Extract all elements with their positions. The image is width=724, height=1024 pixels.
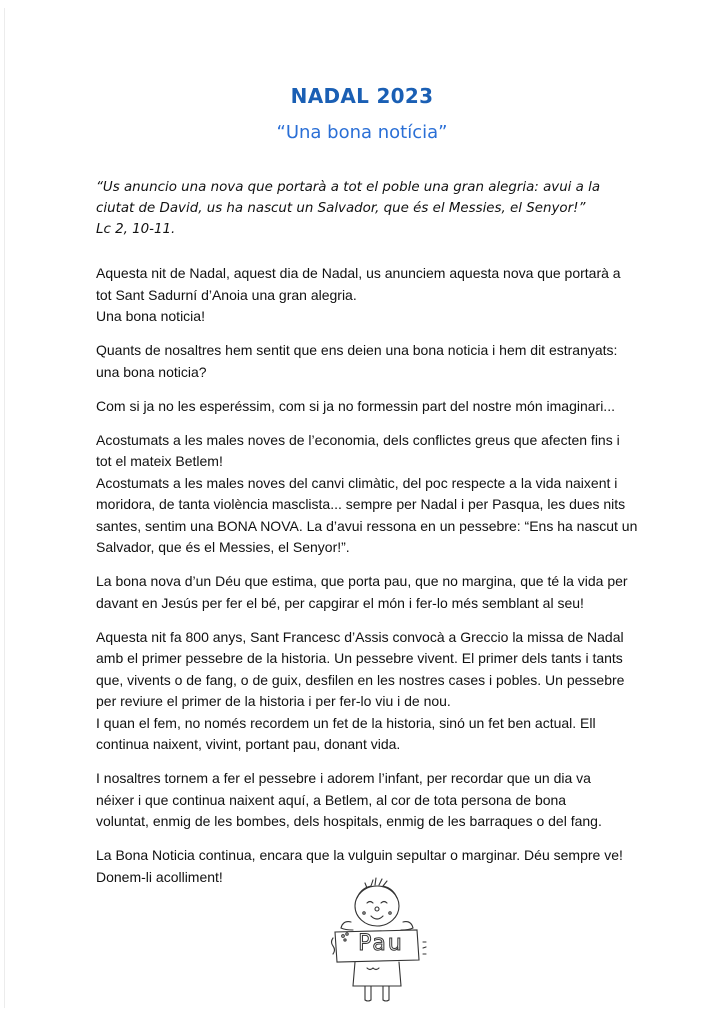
page-edge-line [4, 8, 5, 1008]
line: Salvador, que és el Messies, el Senyor!”. [96, 539, 350, 555]
line: Donem-li acolliment! [96, 868, 223, 885]
line: Quants de nosaltres hem sentit que ens deien una bona noticia i hem dit estranyats: [96, 342, 618, 358]
paragraph [96, 768, 696, 833]
line: Acostumats a les males noves de l’economia, dels conflictes greus que afecten fins i [96, 431, 620, 448]
paragraph [96, 396, 696, 418]
line: Una bona noticia! [96, 308, 205, 324]
line: tot Sant Sadurní d’Anoia una gran alegria. [96, 286, 357, 303]
line: I quan el fem, no només recordem un fet de la historia, sinó un fet ben actual. Ell [96, 714, 596, 731]
angel-pau-illustration [327, 876, 433, 1004]
paragraph [96, 340, 696, 383]
document-body [96, 263, 696, 901]
quote-line: “Us anuncio una nova que portarà a tot el poble una gran alegria: avui a la [96, 180, 601, 195]
line: una bona noticia? [96, 363, 207, 380]
line: Aquesta nit de Nadal, aquest dia de Nadal, us anunciem aquesta nova que portarà a [96, 265, 621, 281]
line: I nosaltres tornem a fer el pessebre i adorem l’infant, per recordar que un dia va [96, 770, 591, 786]
line: davant en Jesús per fer el bé, per capgirar el món i fer-lo més semblant al seu! [96, 594, 584, 611]
sign-text: Pau [358, 931, 404, 956]
paragraph [96, 627, 696, 756]
line: que, vivents o de fang, o de guix, desfilen en les nostres cases i pobles. Un pessebre [96, 671, 625, 688]
line: amb el primer pessebre de la historia. Un pessebre vivent. El primer dels tants i tants [96, 650, 623, 666]
line: voluntat, enmig de les bombes, dels hospitals, enmig de les barraques o del fang. [96, 813, 602, 829]
line: per reviure el primer de la historia i per fer-lo viu i de nou. [96, 693, 451, 709]
line: tot el mateix Betlem! [96, 453, 223, 469]
line: Com si ja no les esperéssim, com si ja no formessin part del nostre món imaginari... [96, 397, 615, 414]
line: Acostumats a les males noves del canvi climàtic, del poc respecte a la vida naixent i [96, 474, 618, 491]
document-title: NADAL 2023 [290, 84, 434, 108]
line: moridora, de tanta violència masclista... sempre per Nadal i per Pasqua, les dues nits [96, 496, 626, 512]
bible-quote [96, 177, 696, 240]
line: continua naixent, vivint, portant pau, donant vida. [96, 736, 401, 752]
line: Aquesta nit fa 800 anys, Sant Francesc d’Assis convocà a Greccio la missa de Nadal [96, 628, 624, 645]
paragraph [96, 430, 696, 559]
line: santes, sentim una BONA NOVA. La d’avui ressona en un pessebre: “Ens ha nascut un [96, 517, 638, 534]
quote-reference: Lc 2, 10-11. [96, 222, 176, 237]
document-subtitle: “Una bona notícia” [276, 122, 448, 143]
paragraph [96, 571, 696, 614]
line: La bona nova d’un Déu que estima, que porta pau, que no margina, que té la vida per [96, 573, 628, 589]
paragraph [96, 263, 696, 328]
line: La Bona Noticia continua, encara que la vulguin sepultar o marginar. Déu sempre ve! [96, 847, 623, 863]
quote-line: ciutat de David, us ha nascut un Salvador, que és el Messies, el Senyor!” [96, 201, 586, 216]
line: néixer i que continua naixent aquí, a Betlem, al cor de tota persona de bona [96, 791, 567, 808]
